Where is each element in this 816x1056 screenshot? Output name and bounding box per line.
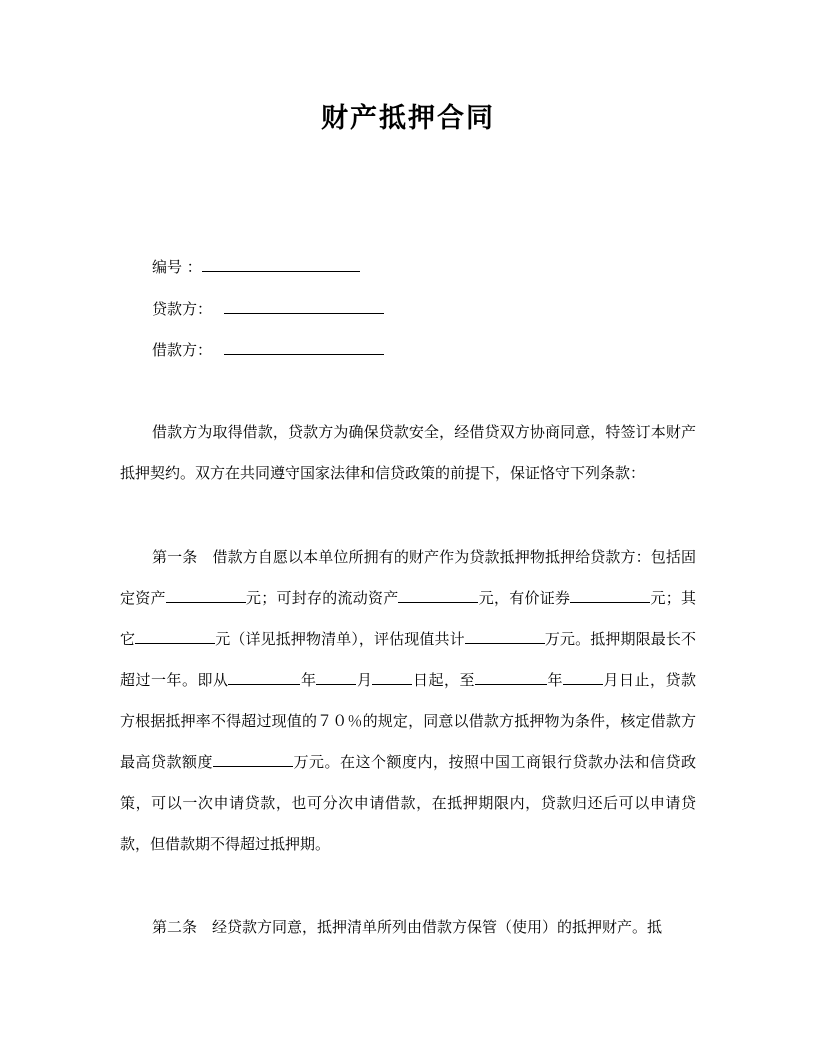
borrower-field [152, 338, 384, 360]
contract-number-field [152, 255, 360, 277]
contract-number-blank [202, 255, 360, 272]
borrower-label: 借款方： [152, 341, 213, 359]
borrower-blank [224, 338, 384, 355]
lender-field [152, 297, 384, 319]
article-1-paragraph: 第一条 借款方自愿以本单位所拥有的财产作为贷款抵押物抵押给贷款方：包括固定资产 元；可封存的流动资产 元，有价证券 元；其它 元（详见抵押物清单），评估现值共计 万元。抵押期限最长不超过一年。即从 年 月 日起，至 年 月日止，贷款方根据抵押率不得超过现值的７０％的规定，同意以借款方抵押物为条件，核定借款方最高贷款额度 万元。在这个额度内，按照中国工商银行贷款办法和信贷政策，可以一次申请贷款，也可分次申请借款，在抵押期限内，贷款归还后可以申请贷款，但借款期不得超过抵押期。 [120, 548, 696, 853]
contract-number-label: 编号 ： [152, 258, 202, 276]
lender-blank [224, 297, 384, 314]
lender-label: 贷款方： [152, 300, 213, 318]
article-2-paragraph: 第二条 经贷款方同意，抵押清单所列由借款方保管（使用）的抵押财产。抵 [152, 918, 663, 936]
document-title: 财产抵押合同 [321, 103, 495, 134]
intro-paragraph: 借款方为取得借款，贷款方为确保贷款安全，经借贷双方协商同意，特签订本财产抵押契约。双方在共同遵守国家法律和信贷政策的前提下，保证恪守下列条款： [120, 423, 696, 482]
